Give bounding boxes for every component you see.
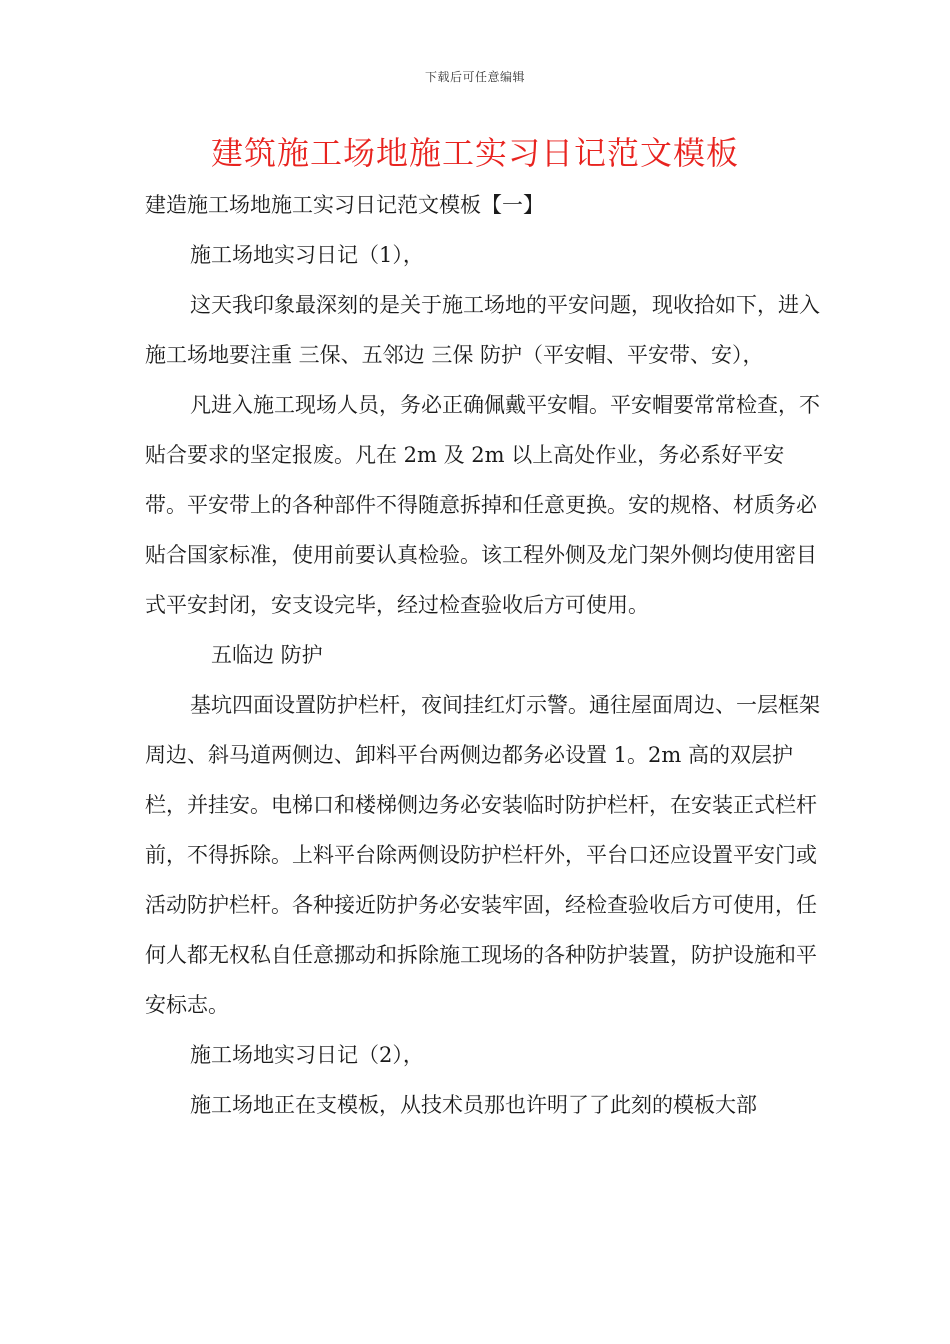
diary-entry-heading: 施工场地实习日记（1）， [190,243,424,267]
document-body [145,180,825,1130]
section-heading: 建造施工场地施工实习日记范文模板【一】 [145,193,544,217]
paragraph: 这天我印象最深刻的是关于施工场地的平安问题，现收拾如下，进入施工场地要注重 三保、五邻边 三保 防护（平安帽、平安带、安）， [145,293,820,367]
subsection-heading: 五临边 防护 [211,643,323,667]
document-title: 建筑施工场地施工实习日记范文模板 [210,134,739,172]
paragraph: 施工场地正在支模板，从技术员那也许明了了此刻的模板大部 [190,1093,757,1117]
diary-entry-heading: 施工场地实习日记（2）， [190,1043,424,1067]
paragraph: 基坑四面设置防护栏杆，夜间挂红灯示警。通往屋面周边、一层框架周边、斜马道两侧边、卸料平台两侧边都务必设置 1。2m 高的双层护栏，并挂安。电梯口和楼梯侧边务必安装临时防护栏杆，在安装正式栏杆前，不得拆除。上料平台除两侧设防护栏杆外，平台口还应设置平安门或活动防护栏杆。各种接近防护务必安装牢固，经检查验收后方可使用，任何人都无权私自任意挪动和拆除施工现场的各种防护装置，防护设施和平安标志。 [145,693,820,1017]
paragraph: 凡进入施工现场人员，务必正确佩戴平安帽。平安帽要常常检查，不贴合要求的坚定报废。凡在 2m 及 2m 以上高处作业，务必系好平安带。平安带上的各种部件不得随意拆掉和任意更换。安的规格、材质务必贴合国家标准，使用前要认真检验。该工程外侧及龙门架外侧均使用密目式平安封闭，安支设完毕，经过检查验收后方可使用。 [145,393,820,617]
header-note: 下载后可任意编辑 [424,70,525,84]
